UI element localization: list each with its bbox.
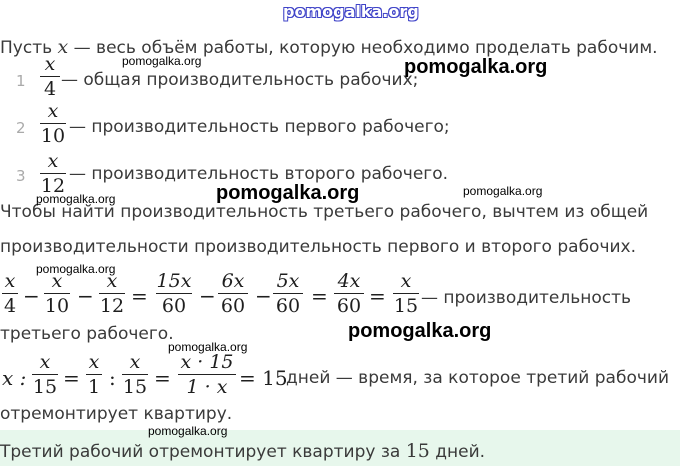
watermark-small: pomogalka.org [148, 424, 228, 438]
fraction-numerator: x [129, 351, 141, 373]
watermark-small: pomogalka.org [168, 340, 248, 354]
watermark-top: pomogalka.org [283, 2, 419, 21]
fraction-denominator: 12 [40, 175, 66, 198]
eq2-result: = 15 [239, 366, 288, 390]
fraction-denominator: 60 [220, 295, 246, 318]
fraction-numerator: x [39, 351, 51, 373]
list-text: — производительность первого рабочего; [69, 117, 450, 137]
fraction-bar [2, 293, 18, 294]
fraction-denominator: 1 · x [186, 376, 228, 399]
fraction-denominator: 60 [336, 295, 362, 318]
list-fraction [40, 100, 66, 147]
list-number: 1 [16, 72, 26, 90]
fraction-bar [334, 293, 364, 294]
fraction-bar [156, 293, 192, 294]
paragraph-line-2: производительности производительность первого и второго рабочих. [0, 237, 637, 257]
fraction-numerator: x [88, 351, 100, 373]
fraction-bar [99, 293, 125, 294]
fraction-bar [218, 293, 248, 294]
eq1-tail-line-2: третьего рабочего. [0, 324, 174, 344]
fraction-bar [40, 123, 66, 124]
fraction-numerator: x · 15 [180, 351, 234, 373]
fraction-denominator: 10 [44, 295, 70, 318]
eq2-fraction [86, 351, 102, 398]
list-fraction [40, 53, 60, 100]
fraction-numerator: 15x [156, 270, 192, 292]
fraction-denominator: 10 [40, 125, 66, 148]
answer-value: 15 [405, 440, 430, 462]
fraction-denominator: 4 [43, 78, 57, 101]
eq2-fraction [122, 351, 148, 398]
eq1-fraction [273, 270, 303, 317]
list-fraction [40, 150, 66, 197]
fraction-bar [44, 293, 70, 294]
answer-post: дней. [429, 442, 486, 462]
intro-line [0, 36, 658, 58]
fraction-denominator: 15 [393, 295, 419, 318]
fraction-denominator: 60 [161, 295, 187, 318]
fraction-numerator: x [47, 100, 59, 122]
fraction-numerator: x [4, 270, 16, 292]
eq2-operator: : [109, 366, 116, 390]
eq1-fraction [44, 270, 70, 317]
fraction-numerator: 6x [221, 270, 245, 292]
answer-pre: Третий рабочий отремонтирует квартиру за [0, 442, 406, 462]
fraction-bar [40, 173, 66, 174]
fraction-denominator: 12 [99, 295, 125, 318]
eq2-tail-line-2: отремонтирует квартиру. [0, 404, 233, 424]
fraction-numerator: x [400, 270, 412, 292]
fraction-bar [32, 374, 58, 375]
watermark-small: pomogalka.org [36, 262, 116, 276]
eq2-lead: x : [2, 366, 27, 390]
eq1-operator: − [199, 284, 216, 308]
eq1-fraction [156, 270, 192, 317]
eq1-fraction [334, 270, 364, 317]
eq2-fraction [32, 351, 58, 398]
eq1-tail: — производительность [421, 288, 632, 308]
list-text: — производительность второго рабочего. [69, 164, 449, 184]
eq2-tail: дней — время, за которое третий рабочий [286, 368, 669, 388]
eq2-operator: = [63, 366, 80, 390]
fraction-numerator: x [47, 150, 59, 172]
eq1-fraction [99, 270, 125, 317]
list-number: 3 [16, 167, 26, 185]
fraction-numerator: x [44, 53, 56, 75]
watermark-small: pomogalka.org [463, 184, 543, 198]
eq1-operator: = [369, 284, 386, 308]
eq1-operator: = [131, 284, 148, 308]
eq1-operator: − [255, 284, 272, 308]
watermark-small: pomogalka.org [122, 54, 202, 68]
fraction-bar [178, 374, 236, 375]
watermark-large: pomogalka.org [404, 56, 548, 78]
eq1-fraction [2, 270, 18, 317]
intro-post: — весь объём работы, которую необходимо проделать рабочим. [68, 38, 658, 58]
eq1-operator: − [77, 284, 94, 308]
intro-pre: Пусть [0, 38, 58, 58]
fraction-numerator: x [51, 270, 63, 292]
eq2-fraction [178, 351, 236, 398]
fraction-denominator: 4 [3, 295, 17, 318]
fraction-numerator: 4x [337, 270, 361, 292]
fraction-bar [393, 293, 419, 294]
eq1-operator: = [311, 284, 328, 308]
watermark-large: pomogalka.org [348, 320, 492, 342]
answer-text [0, 440, 485, 462]
intro-variable: x [57, 36, 69, 58]
eq1-fraction [218, 270, 248, 317]
fraction-bar [40, 76, 60, 77]
fraction-numerator: 5x [276, 270, 300, 292]
eq1-fraction [393, 270, 419, 317]
watermark-large: pomogalka.org [216, 182, 360, 204]
fraction-bar [86, 374, 102, 375]
watermark-small: pomogalka.org [36, 192, 116, 206]
fraction-denominator: 15 [122, 376, 148, 399]
fraction-numerator: x [106, 270, 118, 292]
list-text: — общая производительность рабочих; [61, 70, 419, 90]
list-number: 2 [16, 119, 26, 137]
fraction-denominator: 1 [87, 376, 101, 399]
eq1-operator: − [23, 284, 40, 308]
fraction-denominator: 15 [32, 376, 58, 399]
fraction-bar [122, 374, 148, 375]
fraction-bar [273, 293, 303, 294]
eq2-operator: = [154, 366, 171, 390]
fraction-denominator: 60 [275, 295, 301, 318]
paragraph-line-1: Чтобы найти производительность третьего рабочего, вычтем из общей [0, 202, 649, 222]
